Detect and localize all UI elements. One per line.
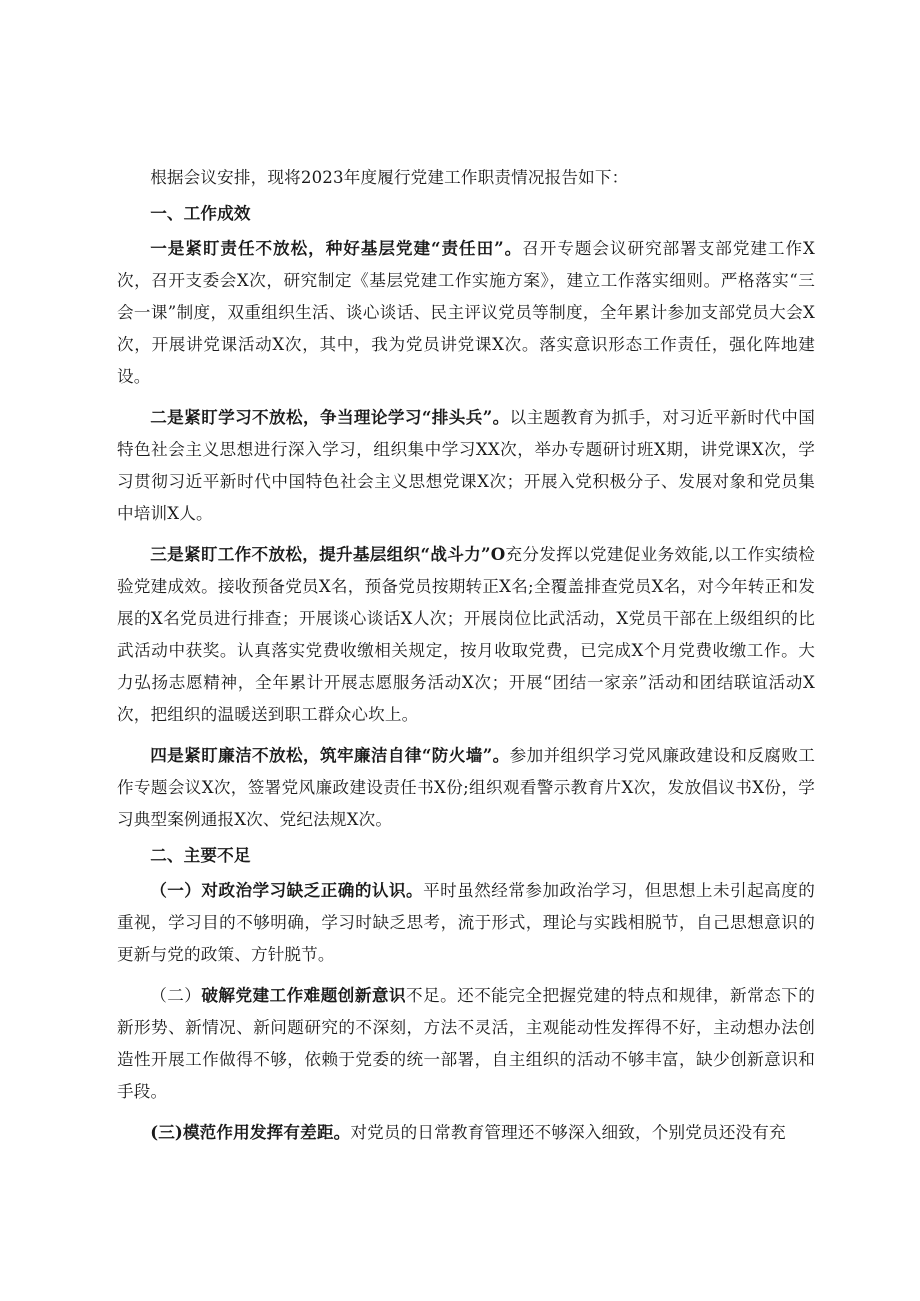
- paragraph-1-lead: 一是紧盯责任不放松，种好基层党建“责任田”。: [150, 238, 523, 258]
- paragraph-6-body: 不足。还不能完全把握党建的特点和规律，新常态下的新形势、新情况、新问题研究的不深刻，方法不灵活，主观能动性发挥得不好，主动想办法创造性开展工作做得不够，依赖于党委的统一部署，自主组织的活动不够丰富，缺少创新意识和手段。: [117, 986, 815, 1101]
- paragraph-5-lead: （一）对政治学习缺乏正确的认识。: [150, 880, 424, 900]
- intro-text: 根据会议安排，现将2023年度履行党建工作职责情况报告如下：: [150, 168, 629, 187]
- shortcoming-paragraph-1: [117, 874, 815, 971]
- section-2-heading: [117, 839, 815, 871]
- section-2-title: 二、主要不足: [150, 845, 251, 865]
- paragraph-2-lead: 二是紧盯学习不放松，争当理论学习“排头兵”。: [150, 407, 510, 427]
- paragraph-4-lead: 四是紧盯廉洁不放松，筑牢廉洁自律“防火墙”。: [150, 745, 510, 765]
- paragraph-4-body: 参加并组织学习党风廉政建设和反腐败工作专题会议X次，签署党风廉政建设责任书X份;组织观看警示教育片X次，发放倡议书X份，学习典型案例通报X次、党纪法规X次。: [117, 746, 816, 829]
- achievement-paragraph-4: [117, 739, 815, 836]
- paragraph-3-body: 充分发挥以党建促业务效能,以工作实绩检验党建成效。接收预备党员X名，预备党员按期转正X名;全覆盖排查党员X名，对今年转正和发展的X名党员进行排查；开展谈心谈话X人次；开展岗位比武活动，X党员干部在上级组织的比武活动中获奖。认真落实党费收缴相关规定，按月收取党费，已完成X个月党费收缴工作。大力弘扬志愿精神，全年累计开展志愿服务活动X次；开展“团结一家亲”活动和团结联谊活动X次，把组织的温暖送到职工群众心坎上。: [117, 545, 816, 724]
- paragraph-1-body: 召开专题会议研究部署支部党建工作X次，召开支委会X次，研究制定《基层党建工作实施方案》，建立工作落实细则。严格落实“三会一课”制度，双重组织生活、谈心谈话、民主评议党员等制度，全年累计参加支部党员大会X次，开展讲党课活动X次，其中，我为党员讲党课X次。落实意识形态工作责任，强化阵地建设。: [117, 239, 815, 386]
- shortcoming-paragraph-3: [117, 1116, 815, 1149]
- achievement-paragraph-1: [117, 232, 815, 393]
- paragraph-6-lead-number: （二）: [150, 986, 202, 1005]
- achievement-paragraph-3: [117, 538, 815, 731]
- paragraph-2-body: 以主题教育为抓手，对习近平新时代中国特色社会主义思想进行深入学习，组织集中学习XX次，举办专题研讨班X期，讲党课X次，学习贯彻习近平新时代中国特色社会主义思想党课X次；开展入党积极分子、发展对象和党员集中培训X人。: [117, 408, 816, 523]
- paragraph-7-body: 对党员的日常教育管理还不够深入细致，个别党员还没有充: [350, 1123, 786, 1142]
- section-1-title: 一、工作成效: [150, 203, 251, 223]
- achievement-paragraph-2: [117, 401, 815, 530]
- paragraph-5-body: 平时虽然经常参加政治学习，但思想上未引起高度的重视，学习目的不够明确，学习时缺乏思考，流于形式，理论与实践相脱节，自己思想意识的更新与党的政策、方针脱节。: [117, 881, 815, 964]
- intro-paragraph: [117, 162, 815, 194]
- shortcoming-paragraph-2: [117, 979, 815, 1108]
- report-page: [117, 162, 815, 1149]
- paragraph-3-lead: 三是紧盯工作不放松，提升基层组织“战斗力”O: [150, 544, 506, 564]
- paragraph-6-lead: 破解党建工作难题创新意识: [201, 985, 407, 1005]
- paragraph-7-lead: (三)模范作用发挥有差距。: [150, 1122, 351, 1142]
- section-1-heading: [117, 197, 815, 229]
